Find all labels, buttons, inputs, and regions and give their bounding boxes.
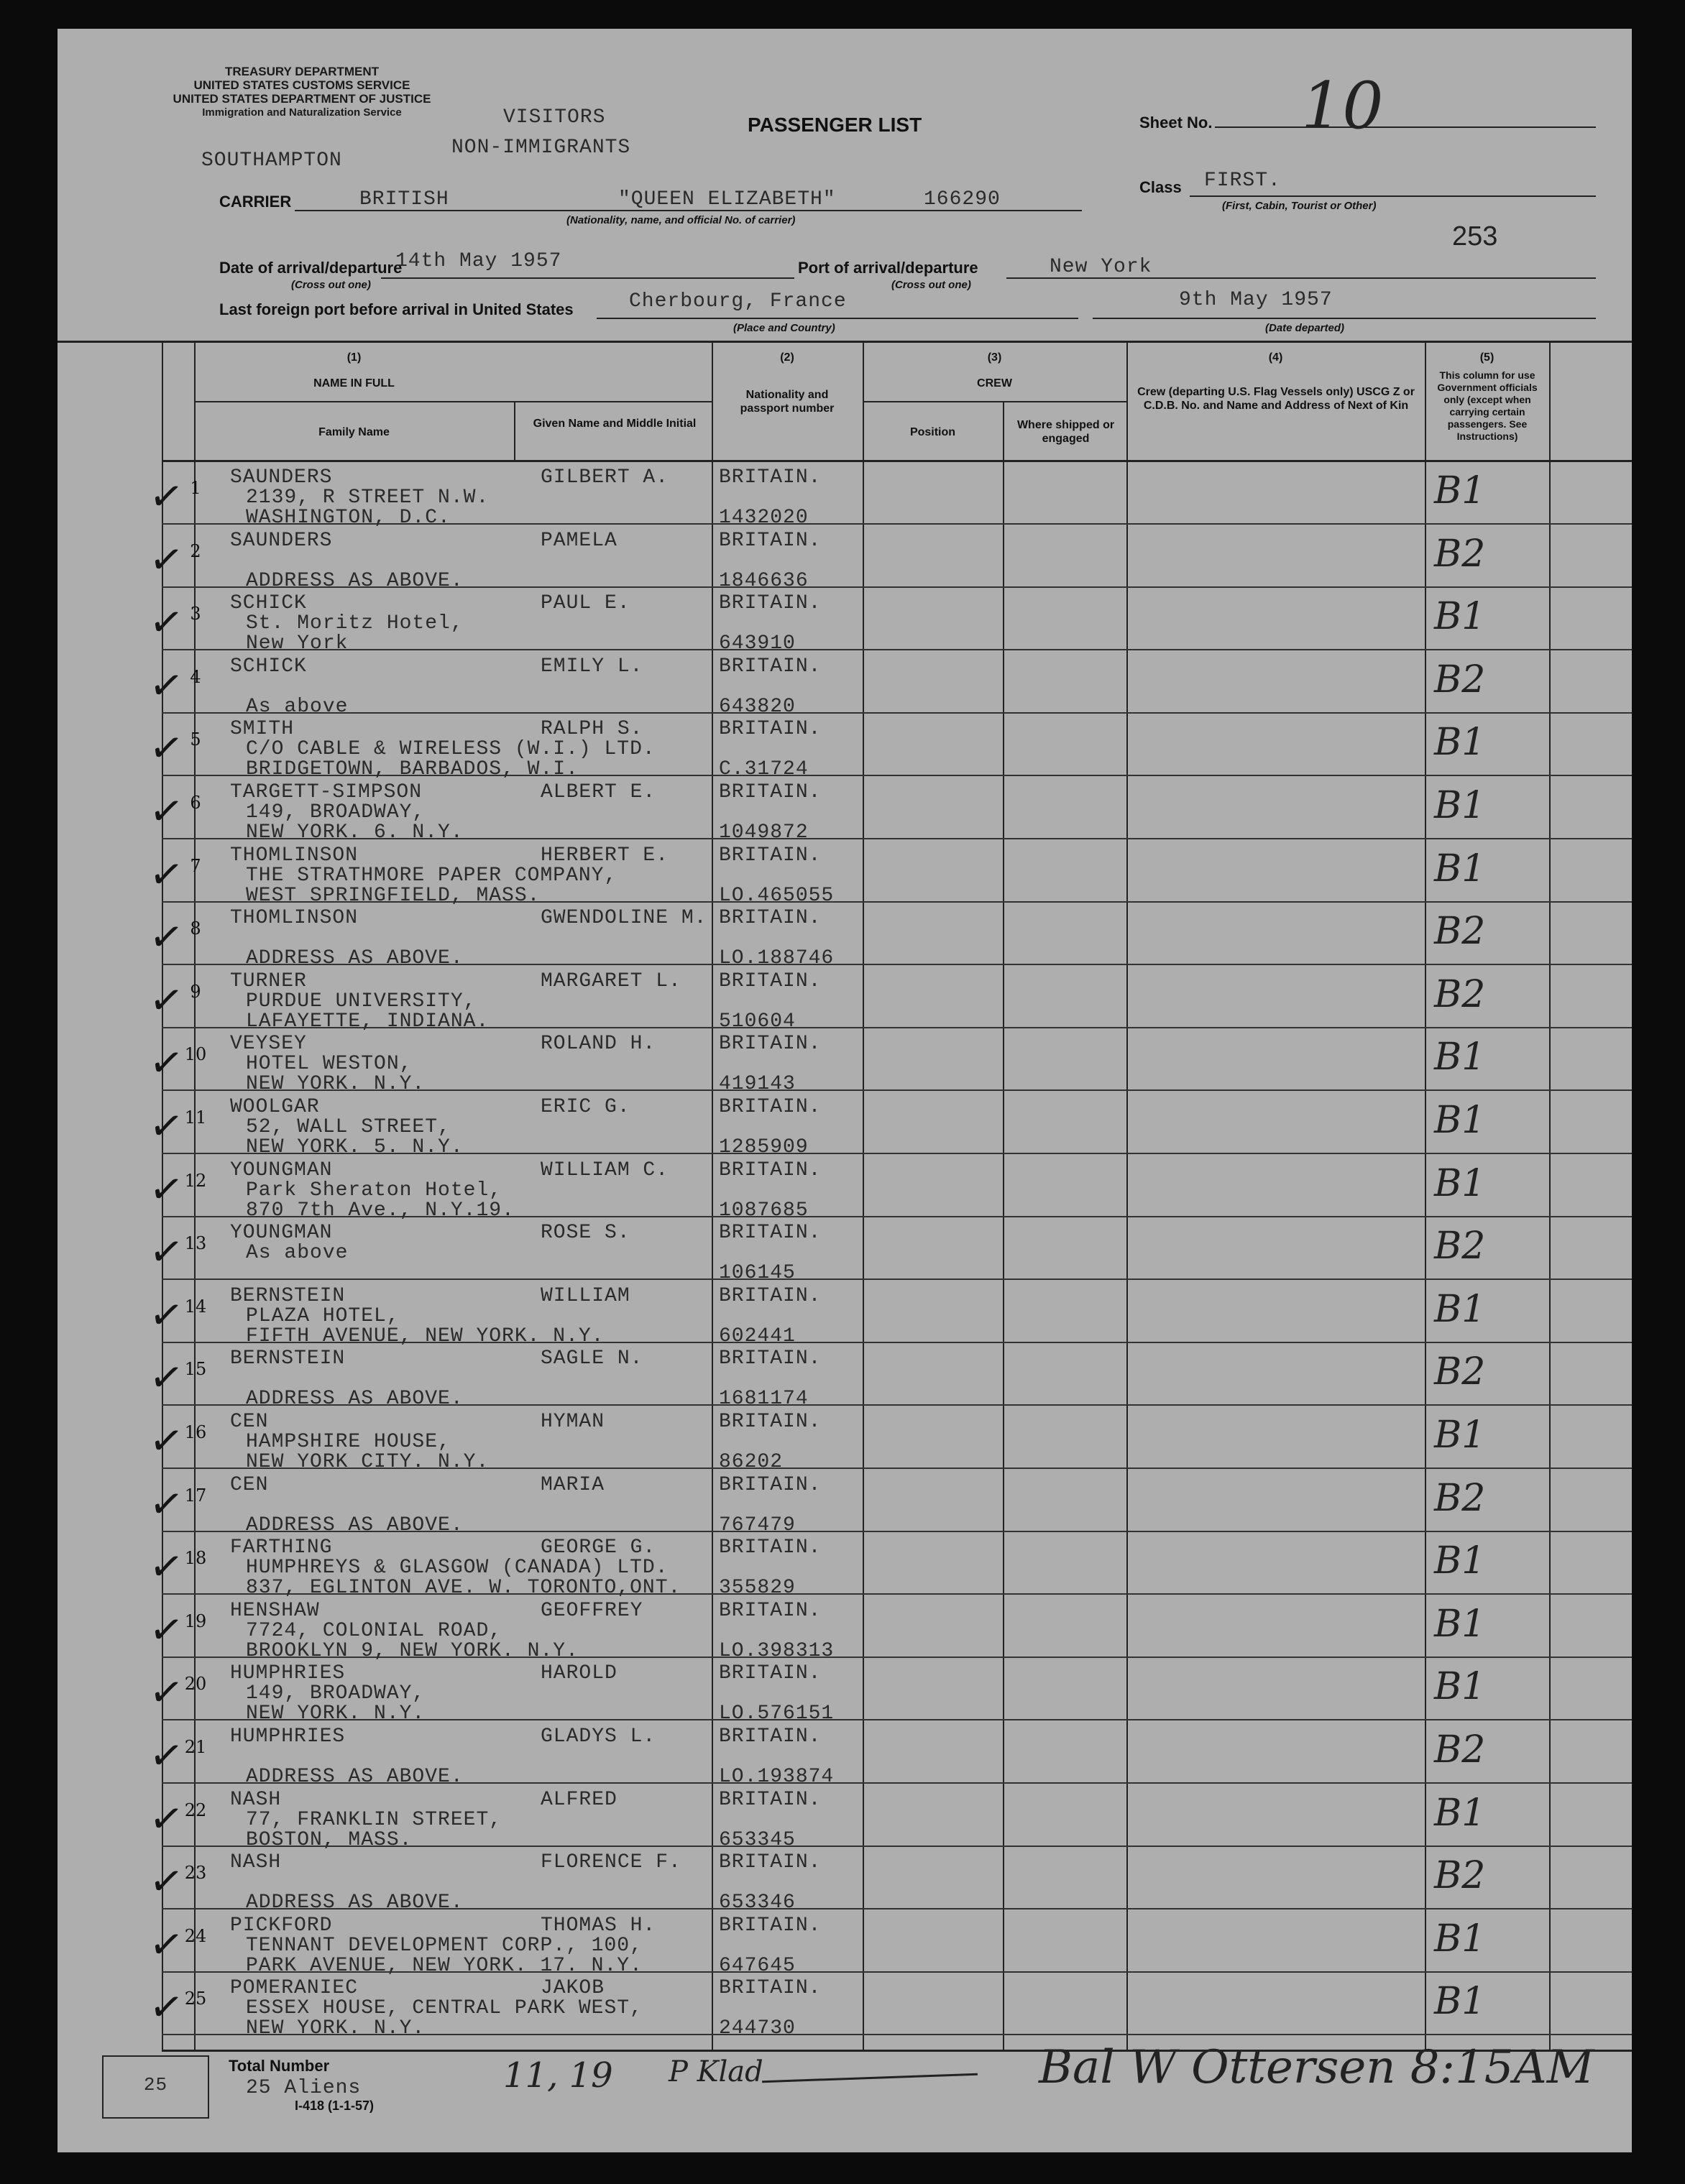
col5-number: (5) [1479, 351, 1495, 364]
passport-number: 643910 [719, 632, 796, 655]
col2-number: (2) [780, 351, 794, 364]
address-line-2: FIFTH AVENUE, NEW YORK. N.Y. [246, 1325, 605, 1347]
family-name: FARTHING [230, 1536, 333, 1559]
row-number: 11 [184, 1107, 207, 1128]
table-row [58, 1155, 1632, 1222]
passenger-list-sheet [58, 29, 1632, 2152]
address-line-2: LAFAYETTE, INDIANA. [246, 1010, 490, 1033]
given-name: ALFRED [541, 1789, 617, 1811]
given-name: GWENDOLINE M. [541, 907, 707, 929]
passport-number: 767479 [719, 1514, 796, 1536]
family-name: PICKFORD [230, 1915, 333, 1937]
non-immigrants-label: NON-IMMIGRANTS [451, 137, 631, 159]
check-mark-icon: ✓ [146, 660, 187, 711]
check-mark-icon: ✓ [146, 1227, 187, 1278]
passport-number: 1285909 [719, 1136, 809, 1158]
col-given-name: Given Name and Middle Initial [533, 418, 697, 430]
family-name: HUMPHRIES [230, 1725, 346, 1748]
last-port-label: Last foreign port before arrival in United States [219, 300, 574, 318]
table-row [58, 1343, 1632, 1410]
table-row [58, 1973, 1632, 2040]
nationality: BRITAIN. [719, 1662, 822, 1685]
family-name: TARGETT-SIMPSON [230, 781, 423, 803]
visa-class: B1 [1434, 1539, 1486, 1582]
col-family-name: Family Name [318, 426, 390, 438]
row-number: 23 [184, 1863, 207, 1883]
passport-number: 1049872 [719, 821, 809, 844]
check-mark-icon: ✓ [146, 1416, 187, 1467]
row-number: 1 [190, 478, 201, 498]
nationality: BRITAIN. [719, 1474, 822, 1496]
family-name: SAUNDERS [230, 530, 333, 552]
visa-class: B1 [1434, 1980, 1486, 2023]
passport-number: 1432020 [719, 507, 809, 529]
address-line-1: HAMPSHIRE HOUSE, [246, 1431, 451, 1453]
table-row [58, 1910, 1632, 1977]
table-row [58, 1092, 1632, 1158]
row-number: 9 [190, 982, 201, 1002]
address-line-1: C/O CABLE & WIRELESS (W.I.) LTD. [246, 738, 656, 760]
row-number: 3 [190, 604, 201, 624]
address-line-2: WEST SPRINGFIELD, MASS. [246, 885, 541, 907]
visa-class: B1 [1434, 1036, 1486, 1079]
passport-number: LO.188746 [719, 947, 835, 969]
visa-class: B1 [1434, 469, 1486, 512]
departed-date: 9th May 1957 [1179, 289, 1333, 311]
given-name: HERBERT E. [541, 844, 669, 867]
row-number: 18 [184, 1548, 207, 1568]
address-line-2: BRIDGETOWN, BARBADOS, W.I. [246, 758, 579, 780]
row-number: 16 [184, 1422, 207, 1442]
nationality: BRITAIN. [719, 592, 822, 614]
nationality: BRITAIN. [719, 1222, 822, 1244]
arrival-date: 14th May 1957 [395, 250, 562, 272]
visa-class: B1 [1434, 1288, 1486, 1331]
check-mark-icon: ✓ [146, 1164, 187, 1215]
visa-class: B2 [1434, 973, 1486, 1016]
col1-number: (1) [346, 351, 362, 364]
passport-number: 419143 [719, 1073, 796, 1095]
visa-class: B2 [1434, 1728, 1486, 1771]
address-line-2: ADDRESS AS ABOVE. [246, 1766, 464, 1788]
given-name: GILBERT A. [541, 466, 669, 489]
address-line-1: TENNANT DEVELOPMENT CORP., 100, [246, 1935, 643, 1957]
check-mark-icon: ✓ [146, 1982, 187, 2033]
table-row [58, 777, 1632, 844]
handwritten-signature: Bal W Ottersen 8:15AM [1039, 2041, 1594, 2094]
table-row [58, 1658, 1632, 1725]
address-line-1: HOTEL WESTON, [246, 1053, 413, 1075]
col1-title: NAME IN FULL [313, 377, 395, 390]
table-row [58, 1784, 1632, 1851]
family-name: NASH [230, 1789, 282, 1811]
visa-class: B1 [1434, 595, 1486, 638]
passport-number: 510604 [719, 1010, 796, 1033]
check-mark-icon: ✓ [146, 1731, 187, 1782]
row-number: 22 [184, 1800, 207, 1820]
passport-number: C.31724 [719, 758, 809, 780]
agency-line: UNITED STATES CUSTOMS SERVICE [193, 78, 410, 92]
table-row [58, 1532, 1632, 1599]
nationality: BRITAIN. [719, 970, 822, 992]
given-name: WILLIAM C. [541, 1159, 669, 1181]
visa-class: B2 [1434, 1477, 1486, 1520]
carrier-label: CARRIER [219, 193, 292, 211]
check-mark-icon: ✓ [146, 597, 187, 648]
table-row [58, 1470, 1632, 1536]
check-mark-icon: ✓ [146, 1667, 187, 1718]
address-line-2: 837, EGLINTON AVE. W. TORONTO,ONT. [246, 1577, 681, 1599]
passport-number: LO.193874 [719, 1766, 835, 1788]
row-number: 2 [190, 541, 201, 561]
visa-class: B2 [1434, 910, 1486, 953]
address-line-2: ADDRESS AS ABOVE. [246, 1892, 464, 1914]
nationality: BRITAIN. [719, 1977, 822, 1999]
given-name: WILLIAM [541, 1285, 630, 1307]
nationality: BRITAIN. [719, 1600, 822, 1622]
nationality: BRITAIN. [719, 1915, 822, 1937]
row-number: 10 [184, 1044, 207, 1064]
given-name: HYMAN [541, 1411, 605, 1433]
address-line-2: ADDRESS AS ABOVE. [246, 1514, 464, 1536]
address-line-2: NEW YORK. 6. N.Y. [246, 821, 464, 844]
visa-class: B1 [1434, 1603, 1486, 1646]
row-number: 24 [184, 1926, 207, 1946]
table-top-border [58, 341, 1632, 343]
table-row [58, 1595, 1632, 1662]
stamp-number: 253 [1452, 221, 1498, 252]
address-line-1: 149, BROADWAY, [246, 801, 426, 824]
address-line-2: ADDRESS AS ABOVE. [246, 570, 464, 592]
visa-class: B1 [1434, 1917, 1486, 1960]
family-name: BERNSTEIN [230, 1285, 346, 1307]
check-mark-icon: ✓ [146, 1479, 187, 1530]
table-row [58, 966, 1632, 1033]
port-origin: SOUTHAMPTON [201, 149, 342, 172]
address-line-1: ESSEX HOUSE, CENTRAL PARK WEST, [246, 1997, 643, 2019]
row-number: 20 [184, 1674, 207, 1694]
table-row [58, 525, 1632, 592]
family-name: THOMLINSON [230, 844, 359, 867]
check-mark-icon: ✓ [146, 786, 187, 837]
given-name: MARGARET L. [541, 970, 681, 992]
address-line-1: 2139, R STREET N.W. [246, 487, 490, 509]
carrier-number: 166290 [924, 188, 1001, 211]
nationality: BRITAIN. [719, 1789, 822, 1811]
col5-title: This column for use Government officials only (except when carrying certain passengers. See Instructions) [1437, 369, 1538, 442]
address-line-1: PLAZA HOTEL, [246, 1305, 400, 1327]
passport-number: 1087685 [719, 1199, 809, 1222]
row-number: 17 [184, 1485, 207, 1506]
nationality: BRITAIN. [719, 655, 822, 678]
address-line-2: NEW YORK. N.Y. [246, 2017, 426, 2040]
nationality: BRITAIN. [719, 844, 822, 867]
address-line-2: PARK AVENUE, NEW YORK. 17. N.Y. [246, 1955, 643, 1977]
visa-class: B1 [1434, 1162, 1486, 1205]
table-row [58, 1406, 1632, 1473]
family-name: YOUNGMAN [230, 1159, 333, 1181]
passport-number: 1846636 [719, 570, 809, 592]
row-number: 6 [190, 793, 201, 813]
carrier-caption: (Nationality, name, and official No. of carrier) [566, 214, 796, 226]
arrival-port: New York [1050, 256, 1152, 278]
address-line-2: BROOKLYN 9, NEW YORK. N.Y. [246, 1640, 579, 1662]
table-row [58, 462, 1632, 529]
date-label: Date of arrival/departure [219, 259, 403, 277]
given-name: EMILY L. [541, 655, 643, 678]
total-box-number: 25 [143, 2074, 168, 2096]
table-row [58, 840, 1632, 907]
port-label: Port of arrival/departure [798, 259, 978, 277]
address-line-2: NEW YORK. N.Y. [246, 1702, 426, 1725]
given-name: SAGLE N. [541, 1347, 643, 1370]
passport-number: 602441 [719, 1325, 796, 1347]
table-row [58, 588, 1632, 655]
passport-number: LO.465055 [719, 885, 835, 907]
visa-class: B1 [1434, 1099, 1486, 1142]
given-name: HAROLD [541, 1662, 617, 1685]
page-title: PASSENGER LIST [748, 114, 922, 136]
check-mark-icon: ✓ [146, 1605, 187, 1656]
check-mark-icon: ✓ [146, 723, 187, 774]
form-id: I-418 (1-1-57) [295, 2098, 375, 2113]
check-mark-icon: ✓ [146, 912, 187, 963]
agency-line: UNITED STATES DEPARTMENT OF JUSTICE [173, 92, 431, 106]
col4-number: (4) [1268, 351, 1283, 364]
family-name: SAUNDERS [230, 466, 333, 489]
nationality: BRITAIN. [719, 1851, 822, 1874]
address-line-1: HUMPHREYS & GLASGOW (CANADA) LTD. [246, 1557, 669, 1579]
class-value: FIRST. [1204, 170, 1281, 192]
given-name: FLORENCE F. [541, 1851, 681, 1874]
col2-title: Nationality and passport number [740, 389, 835, 415]
nationality: BRITAIN. [719, 1033, 822, 1055]
carrier-nationality: BRITISH [359, 188, 449, 211]
visitors-label: VISITORS [503, 106, 606, 129]
family-name: HUMPHRIES [230, 1662, 346, 1685]
visa-class: B2 [1434, 1350, 1486, 1393]
family-name: VEYSEY [230, 1033, 307, 1055]
address-line-1: 77, FRANKLIN STREET, [246, 1809, 502, 1831]
row-number: 25 [184, 1989, 207, 2009]
given-name: ROLAND H. [541, 1033, 656, 1055]
row-number: 15 [184, 1359, 207, 1379]
nationality: BRITAIN. [719, 1347, 822, 1370]
family-name: CEN [230, 1411, 269, 1433]
nationality: BRITAIN. [719, 1536, 822, 1559]
signature-stroke [762, 2073, 978, 2083]
table-row [58, 1217, 1632, 1284]
port-cross-out: (Cross out one) [891, 279, 971, 291]
address-line-2: ADDRESS AS ABOVE. [246, 947, 464, 969]
agency-line: Immigration and Naturalization Service [202, 106, 402, 119]
agency-line: TREASURY DEPARTMENT [224, 65, 380, 78]
given-name: MARIA [541, 1474, 605, 1496]
given-name: RALPH S. [541, 718, 643, 740]
address-line-2: 870 7th Ave., N.Y.19. [246, 1199, 515, 1222]
departed-caption: (Date departed) [1265, 322, 1345, 334]
visa-class: B2 [1434, 1225, 1486, 1268]
given-name: GLADYS L. [541, 1725, 656, 1748]
address-line-1: As above [246, 1242, 349, 1264]
check-mark-icon: ✓ [146, 535, 187, 586]
visa-class: B1 [1434, 1792, 1486, 1835]
address-line-1: 52, WALL STREET, [246, 1116, 451, 1138]
place-caption: (Place and Country) [733, 322, 835, 334]
passport-number: 1681174 [719, 1388, 809, 1410]
address-line-2: NEW YORK. N.Y. [246, 1073, 426, 1095]
passport-number: 355829 [719, 1577, 796, 1599]
given-name: GEOFFREY [541, 1600, 643, 1622]
address-line-1: THE STRATHMORE PAPER COMPANY, [246, 865, 617, 887]
col-position: Position [909, 426, 956, 438]
family-name: THOMLINSON [230, 907, 359, 929]
address-line-1: 149, BROADWAY, [246, 1682, 426, 1705]
col4-title: Crew (departing U.S. Flag Vessels only) USCG Z or C.D.B. No. and Name and Address of Next of Kin [1137, 386, 1415, 412]
row-number: 7 [190, 856, 201, 876]
handwritten-initials: P Klad [669, 2055, 763, 2088]
passport-number: 86202 [719, 1451, 784, 1473]
row-number: 4 [190, 667, 201, 687]
check-mark-icon: ✓ [146, 1353, 187, 1404]
address-line-1: Park Sheraton Hotel, [246, 1179, 502, 1202]
given-name: GEORGE G. [541, 1536, 656, 1559]
table-row [58, 1847, 1632, 1914]
visa-class: B1 [1434, 784, 1486, 827]
address-line-2: As above [246, 696, 349, 718]
col-where-shipped: Where shipped or engaged [1016, 419, 1115, 445]
given-name: ERIC G. [541, 1096, 630, 1118]
family-name: NASH [230, 1851, 282, 1874]
family-name: HENSHAW [230, 1600, 320, 1622]
table-row [58, 714, 1632, 780]
class-label: Class [1139, 178, 1182, 196]
family-name: SCHICK [230, 655, 307, 678]
row-number: 8 [190, 918, 201, 939]
family-name: POMERANIEC [230, 1977, 359, 1999]
given-name: JAKOB [541, 1977, 605, 1999]
check-mark-icon: ✓ [146, 849, 187, 900]
passport-number: 653346 [719, 1892, 796, 1914]
date-cross-out: (Cross out one) [291, 279, 371, 291]
table-row [58, 903, 1632, 969]
check-mark-icon: ✓ [146, 975, 187, 1026]
col3-number: (3) [987, 351, 1002, 364]
nationality: BRITAIN. [719, 1411, 822, 1433]
given-name: THOMAS H. [541, 1915, 656, 1937]
sheet-number: 10 [1301, 68, 1384, 144]
nationality: BRITAIN. [719, 718, 822, 740]
address-line-2: ADDRESS AS ABOVE. [246, 1388, 464, 1410]
row-number: 5 [190, 729, 201, 750]
passport-number: 244730 [719, 2017, 796, 2040]
passport-number: LO.398313 [719, 1640, 835, 1662]
visa-class: B1 [1434, 1414, 1486, 1457]
address-line-2: NEW YORK. 5. N.Y. [246, 1136, 464, 1158]
family-name: WOOLGAR [230, 1096, 320, 1118]
visa-class: B2 [1434, 658, 1486, 701]
row-number: 14 [184, 1296, 207, 1317]
family-name: SCHICK [230, 592, 307, 614]
total-label: Total Number [229, 2057, 330, 2075]
class-caption: (First, Cabin, Tourist or Other) [1222, 200, 1377, 212]
passport-number: LO.576151 [719, 1702, 835, 1725]
visa-class: B1 [1434, 847, 1486, 890]
address-line-1: PURDUE UNIVERSITY, [246, 990, 477, 1013]
nationality: BRITAIN. [719, 781, 822, 803]
passport-number: 653345 [719, 1829, 796, 1851]
nationality: BRITAIN. [719, 1096, 822, 1118]
table-row [58, 1281, 1632, 1347]
family-name: TURNER [230, 970, 307, 992]
row-number: 13 [184, 1233, 207, 1253]
address-line-1: 7724, COLONIAL ROAD, [246, 1620, 502, 1642]
address-line-2: NEW YORK CITY. N.Y. [246, 1451, 490, 1473]
check-mark-icon: ✓ [146, 1542, 187, 1593]
family-name: CEN [230, 1474, 269, 1496]
check-mark-icon: ✓ [146, 1290, 187, 1341]
check-mark-icon: ✓ [146, 1038, 187, 1089]
row-number: 12 [184, 1171, 207, 1191]
nationality: BRITAIN. [719, 907, 822, 929]
total-box [102, 2055, 209, 2119]
check-mark-icon: ✓ [146, 471, 187, 522]
given-name: PAUL E. [541, 592, 630, 614]
handwritten-count: 11, 19 [503, 2055, 613, 2096]
visa-class: B1 [1434, 721, 1486, 764]
table-row [58, 1721, 1632, 1788]
given-name: ALBERT E. [541, 781, 656, 803]
address-line-1: St. Moritz Hotel, [246, 612, 464, 635]
table-row [58, 1028, 1632, 1095]
check-mark-icon: ✓ [146, 1920, 187, 1971]
family-name: YOUNGMAN [230, 1222, 333, 1244]
passport-number: 106145 [719, 1262, 796, 1284]
last-port-value: Cherbourg, France [629, 290, 847, 313]
nationality: BRITAIN. [719, 1285, 822, 1307]
visa-class: B1 [1434, 1665, 1486, 1708]
address-line-2: BOSTON, MASS. [246, 1829, 413, 1851]
passport-number: 647645 [719, 1955, 796, 1977]
nationality: BRITAIN. [719, 1159, 822, 1181]
row-number: 21 [184, 1737, 207, 1757]
agency-block [101, 65, 503, 119]
col3-title: CREW [977, 377, 1012, 390]
family-name: BERNSTEIN [230, 1347, 346, 1370]
check-mark-icon: ✓ [146, 1794, 187, 1845]
sheet-label: Sheet No. [1139, 114, 1213, 132]
check-mark-icon: ✓ [146, 1856, 187, 1907]
total-value: 25 Aliens [246, 2077, 362, 2099]
row-number: 19 [184, 1611, 207, 1631]
carrier-name: "QUEEN ELIZABETH" [618, 188, 836, 211]
given-name: ROSE S. [541, 1222, 630, 1244]
check-mark-icon: ✓ [146, 1101, 187, 1152]
visa-class: B2 [1434, 1854, 1486, 1897]
given-name: PAMELA [541, 530, 617, 552]
address-line-2: New York [246, 632, 349, 655]
visa-class: B2 [1434, 533, 1486, 576]
nationality: BRITAIN. [719, 530, 822, 552]
nationality: BRITAIN. [719, 1725, 822, 1748]
address-line-2: WASHINGTON, D.C. [246, 507, 451, 529]
family-name: SMITH [230, 718, 295, 740]
table-row [58, 651, 1632, 718]
nationality: BRITAIN. [719, 466, 822, 489]
passport-number: 643820 [719, 696, 796, 718]
